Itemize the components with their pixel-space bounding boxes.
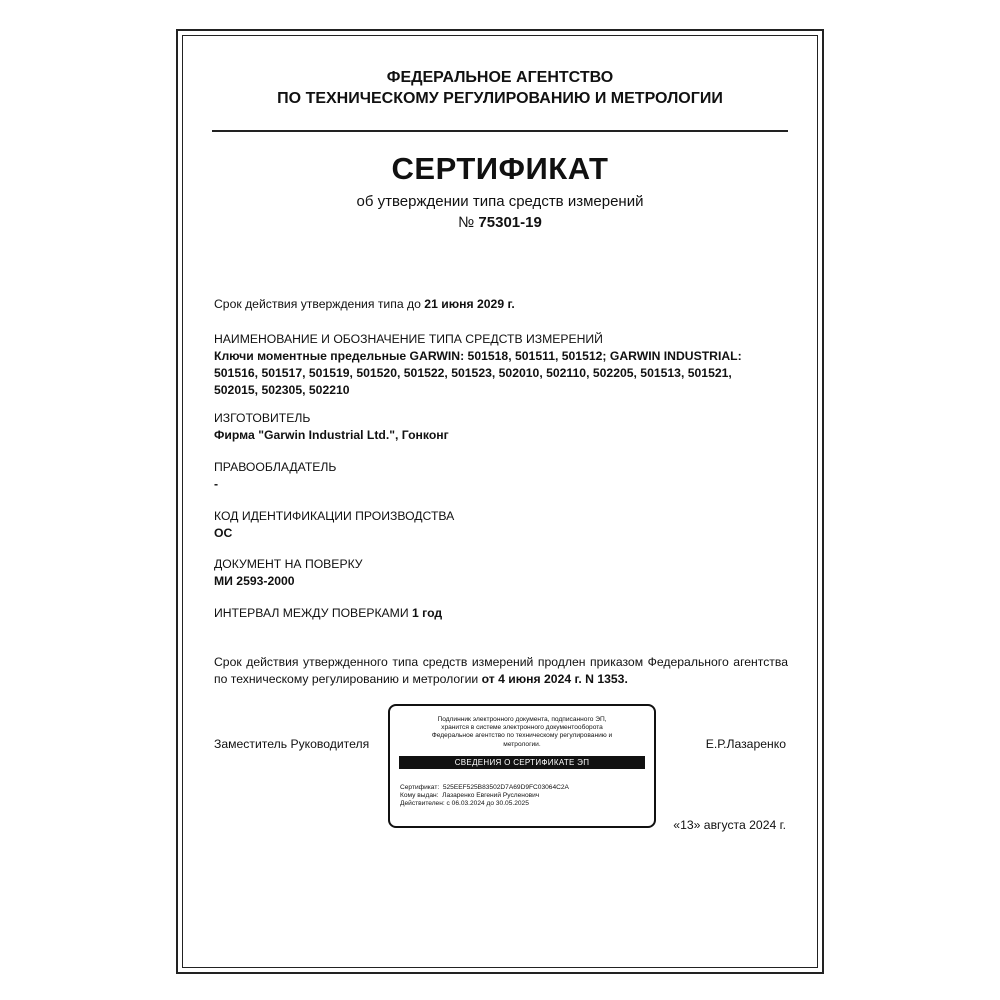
e-signature-valid-row [400, 800, 646, 808]
certificate-subtitle: об утверждении типа средств измерений [356, 193, 644, 210]
signatory-name: Е.Р.Лазаренко [705, 737, 786, 751]
e-signature-valid-value: с 06.03.2024 до 30.05.2025 [446, 800, 529, 808]
number-value: 75301-19 [478, 214, 542, 231]
e-signature-heading-bar: СВЕДЕНИЯ О СЕРТИФИКАТЕ ЭП [399, 756, 645, 769]
agency-line-2: ПО ТЕХНИЧЕСКОМУ РЕГУЛИРОВАНИЮ И МЕТРОЛОГИИ [277, 90, 723, 107]
agency-name [176, 67, 824, 109]
instrument-name-line-3: 502015, 502305, 502210 [214, 383, 350, 397]
e-signature-cert-row [400, 784, 646, 792]
signature-date: «13» августа 2024 г. [673, 818, 786, 832]
rights-holder-label: ПРАВООБЛАДАТЕЛЬ [214, 460, 337, 474]
e-signature-stamp [388, 704, 656, 828]
section-manufacturer [214, 410, 788, 444]
e-signature-note-line-3: Федеральное агентство по техническому регулированию и [431, 732, 613, 740]
section-verification-interval [214, 605, 788, 622]
extension-text: Срок действия утвержденного типа средств измерений продлен приказом Федерального агентства по техническому регулированию и метрологии [214, 655, 788, 686]
validity-label: Срок действия утверждения типа до [214, 297, 425, 311]
e-signature-cert-value: 525EEF525B83502D7A69D9FC03064C2A [442, 784, 569, 791]
production-code-label: КОД ИДЕНТИФИКАЦИИ ПРОИЗВОДСТВА [214, 509, 455, 523]
section-rights-holder [214, 459, 788, 493]
certificate-title: СЕРТИФИКАТ [391, 151, 609, 186]
e-signature-note-line-4: метрологии. [503, 740, 541, 748]
e-signature-note-line-2: хранится в системе электронного документооборота [441, 724, 603, 732]
manufacturer-label: ИЗГОТОВИТЕЛЬ [214, 411, 311, 425]
interval-label: ИНТЕРВАЛ МЕЖДУ ПОВЕРКАМИ [214, 606, 412, 620]
number-prefix: № [458, 214, 479, 231]
e-signature-issued-value: Лазаренко Евгений Русленович [442, 792, 540, 800]
verification-doc-label: ДОКУМЕНТ НА ПОВЕРКУ [214, 557, 363, 571]
signatory-position: Заместитель Руководителя [214, 737, 370, 751]
agency-line-1: ФЕДЕРАЛЬНОЕ АГЕНТСТВО [386, 69, 614, 86]
extension-paragraph [214, 654, 788, 688]
rights-holder-value: - [214, 477, 219, 491]
instrument-name-line-2: 501516, 501517, 501519, 501520, 501522, 501523, 502010, 502110, 502205, 501513, 501521, [214, 366, 732, 380]
section-instrument-name [214, 331, 788, 399]
instrument-name-line-1: Ключи моментные предельные GARWIN: 501518, 501511, 501512; GARWIN INDUSTRIAL: [214, 349, 742, 363]
e-signature-issued-label: Кому выдан: [400, 792, 439, 800]
section-production-code [214, 508, 788, 542]
e-signature-note-line-1: Подлинник электронного документа, подписанного ЭП, [437, 716, 607, 723]
production-code-value: ОС [214, 526, 233, 540]
validity-date: 21 июня 2029 г. [424, 297, 515, 311]
verification-doc-value: МИ 2593-2000 [214, 574, 295, 588]
instrument-name-label: НАИМЕНОВАНИЕ И ОБОЗНАЧЕНИЕ ТИПА СРЕДСТВ ИЗМЕРЕНИЙ [214, 332, 603, 346]
extension-order: от 4 июня 2024 г. N 1353. [481, 672, 628, 686]
e-signature-note [398, 716, 646, 749]
manufacturer-value: Фирма "Garwin Industrial Ltd.", Гонконг [214, 428, 449, 442]
section-verification-doc [214, 556, 788, 590]
interval-value: 1 год [411, 606, 443, 620]
validity-line [214, 296, 788, 313]
e-signature-valid-label: Действителен: [400, 800, 445, 808]
e-signature-cert-label: Сертификат: [400, 784, 440, 791]
e-signature-details [400, 784, 646, 809]
header-divider [212, 130, 788, 132]
certificate-number [176, 213, 824, 232]
